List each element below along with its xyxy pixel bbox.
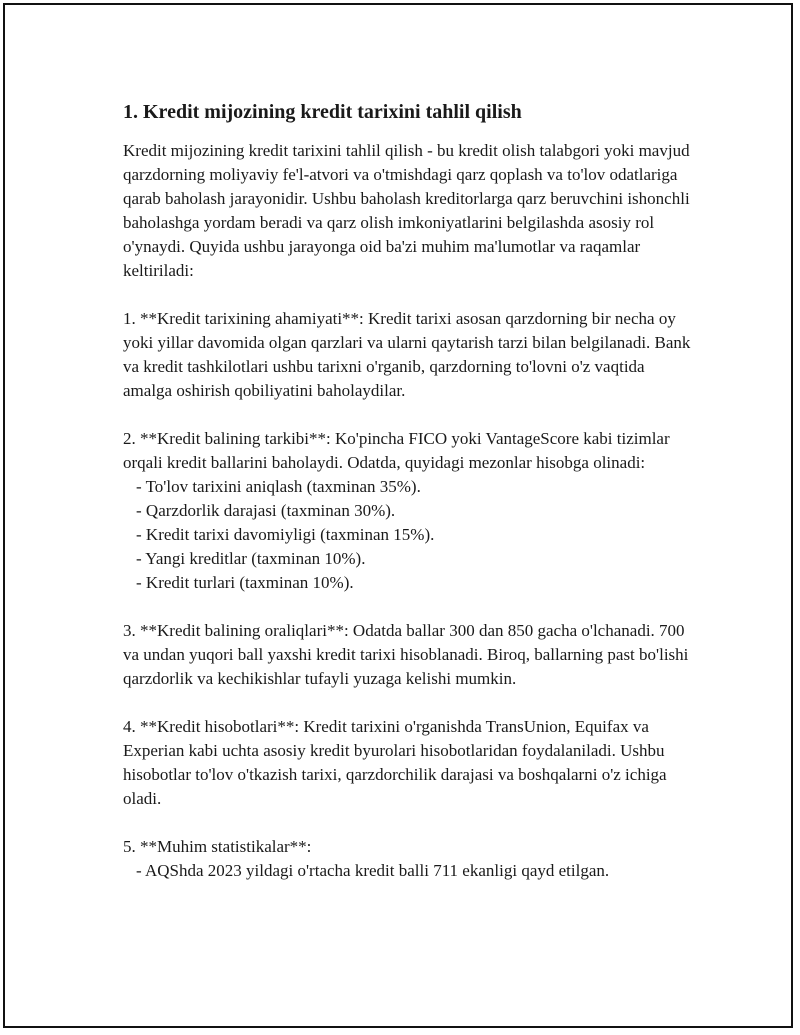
section-2-list-item: - Yangi kreditlar (taxminan 10%).: [136, 549, 366, 568]
section-4-paragraph: 4. **Kredit hisobotlari**: Kredit tarixini o'rganishda TransUnion, Equifax va Experian kabi uchta asosiy kredit byurolari hisobotlaridan foydalaniladi. Ushbu hisobotlar to'lov o'tkazish tarixi, qarzdorchilik darajasi va boshqalarni o'z ichiga oladi.: [123, 717, 671, 808]
intro-paragraph: Kredit mijozining kredit tarixini tahlil qilish - bu kredit olish talabgori yoki mavjud qarzdorning moliyaviy fe'l-atvori va o'tmishdagi qarz qoplash va to'lov odatlariga qarab baholash jarayonidir. Ushbu baholash kreditorlarga qarz beruvchini ishonchli baholashga yordam beradi va qarz olish imkoniyatlarini belgilashda asosiy rol o'ynaydi. Quyida ushbu jarayonga oid ba'zi muhim ma'lumotlar va raqamlar keltiriladi:: [123, 141, 694, 280]
paragraph-gap: [123, 595, 693, 619]
paragraph-gap: [123, 691, 693, 715]
paragraph-gap: [123, 811, 693, 835]
section-2-paragraph: 2. **Kredit balining tarkibi**: Ko'pincha FICO yoki VantageScore kabi tizimlar orqali kredit ballarini baholaydi. Odatda, quyidagi mezonlar hisobga olinadi:: [123, 429, 674, 472]
section-2-list-item: - Qarzdorlik darajasi (taxminan 30%).: [136, 501, 396, 520]
section-5-paragraph: 5. **Muhim statistikalar**:: [123, 837, 312, 856]
document-title: 1. Kredit mijozining kredit tarixini tahlil qilish: [123, 101, 522, 123]
section-5-list-item: - AQShda 2023 yildagi o'rtacha kredit balli 711 ekanligi qayd etilgan.: [136, 861, 610, 880]
section-3-paragraph: 3. **Kredit balining oraliqlari**: Odatda ballar 300 dan 850 gacha o'lchanadi. 700 va undan yuqori ball yaxshi kredit tarixi hisoblanadi. Biroq, ballarning past bo'lishi qarzdorlik va kechikishlar tufayli yuzaga kelishi mumkin.: [123, 621, 693, 688]
paragraph-gap: [123, 283, 693, 307]
paragraph-gap: [123, 403, 693, 427]
section-2-list-item: - Kredit tarixi davomiyligi (taxminan 15%).: [136, 525, 435, 544]
section-2-list-item: - To'lov tarixini aniqlash (taxminan 35%).: [136, 477, 421, 496]
section-2-list-item: - Kredit turlari (taxminan 10%).: [136, 573, 354, 592]
section-1-paragraph: 1. **Kredit tarixining ahamiyati**: Kredit tarixi asosan qarzdorning bir necha oy yoki yillar davomida olgan qarzlari va ularni qaytarish tarzi bilan belgilanadi. Bank va kredit tashkilotlari ushbu tarixni o'rganib, qarzdorning to'lovni o'z vaqtida amalga oshirish qobiliyatini baholaydilar.: [123, 309, 695, 400]
page-frame: [3, 3, 793, 1028]
document-body: [123, 97, 693, 883]
